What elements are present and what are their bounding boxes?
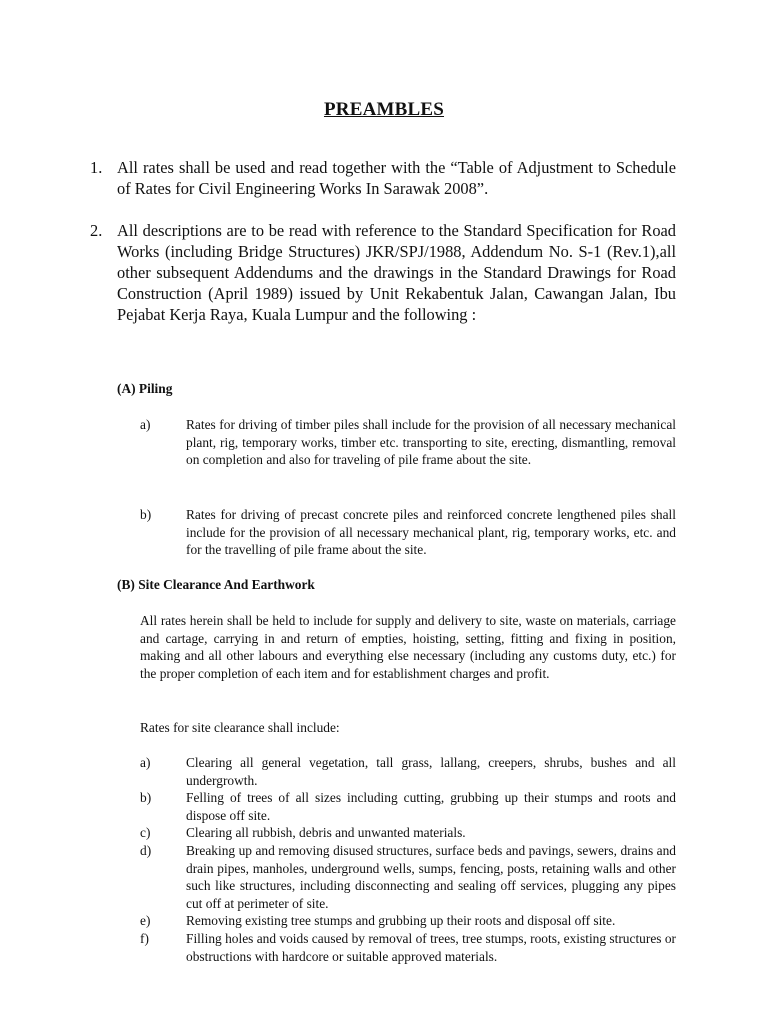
item-number: 2.: [90, 221, 103, 240]
rates-intro: Rates for site clearance shall include:: [140, 720, 340, 735]
item-label: d): [140, 842, 152, 858]
list-item: [140, 912, 676, 930]
item-text: Felling of trees of all sizes including cutting, grubbing up their stumps and roots and dispose off site.: [186, 790, 676, 823]
item-label: c): [140, 825, 151, 841]
item-text: All descriptions are to be read with reference to the Standard Specification for Road Works (including Bridge Structures) JKR/SPJ/1988, Addendum No. S-1 (Rev.1),all other subsequent Addendums and the drawings in the Standard Drawings for Road Construction (April 1989) issued by Unit Rekabentuk Jalan, Cawangan Jalan, Ibu Pejabat Kerja Raya, Kuala Lumpur and the following :: [117, 221, 676, 324]
item-label: f): [140, 930, 149, 946]
list-item: [140, 824, 676, 842]
piling-item-b: [140, 506, 676, 559]
item-label: a): [140, 755, 151, 770]
item-label: b): [140, 790, 152, 806]
item-text: Clearing all general vegetation, tall grass, lallang, creepers, shrubs, bushes and all undergrowth.: [186, 755, 676, 788]
item-text: Removing existing tree stumps and grubbing up their roots and disposal off site.: [186, 913, 616, 929]
item-number: 1.: [90, 158, 103, 177]
page-title: PREAMBLES: [323, 99, 445, 120]
section-heading-site-clearance: (B) Site Clearance And Earthwork: [117, 577, 315, 592]
site-clearance-list: [140, 754, 676, 965]
list-item: [140, 842, 676, 912]
list-item: [140, 789, 676, 824]
item-text: Rates for driving of precast concrete piles and reinforced concrete lengthened piles shall include for the provision of all necessary mechanical plant, rig, temporary works, etc. and for the travelling of pile frame about the site.: [186, 507, 676, 558]
numbered-item-1: [90, 157, 676, 199]
item-text: All rates shall be used and read together with the “Table of Adjustment to Schedule of Rates for Civil Engineering Works In Sarawak 2008”.: [117, 158, 676, 198]
item-text: Filling holes and voids caused by removal of trees, tree stumps, roots, existing structures or obstructions with hardcore or suitable approved materials.: [186, 930, 676, 964]
item-text: Clearing all rubbish, debris and unwanted materials.: [186, 825, 466, 841]
list-item: [140, 930, 676, 965]
item-label: e): [140, 913, 151, 929]
item-text: Rates for driving of timber piles shall include for the provision of all necessary mechanical plant, rig, temporary works, timber etc. transporting to site, erecting, dismantling, removal on completion and also for traveling of pile frame about the site.: [186, 417, 676, 468]
numbered-item-2: [90, 220, 676, 325]
item-label: a): [140, 417, 151, 432]
item-text: Breaking up and removing disused structures, surface beds and pavings, sewers, drains and drain pipes, manholes, underground wells, sumps, fencing, posts, retaining walls and other such like structures, including disconnecting and sealing off services, plugging any pipes cut off at perimeter of site.: [186, 842, 676, 911]
section-heading-piling: (A) Piling: [117, 381, 173, 396]
list-item: [140, 754, 676, 789]
piling-item-a: [140, 416, 676, 469]
item-label: b): [140, 507, 152, 522]
site-clearance-intro: All rates herein shall be held to include for supply and delivery to site, waste on materials, carriage and cartage, carrying in and return of empties, hoisting, setting, fitting and fixing in position, making and all other labours and everything else necessary (including any customs duty, etc.) for the proper completion of each item and for establishment charges and profit.: [140, 613, 676, 681]
